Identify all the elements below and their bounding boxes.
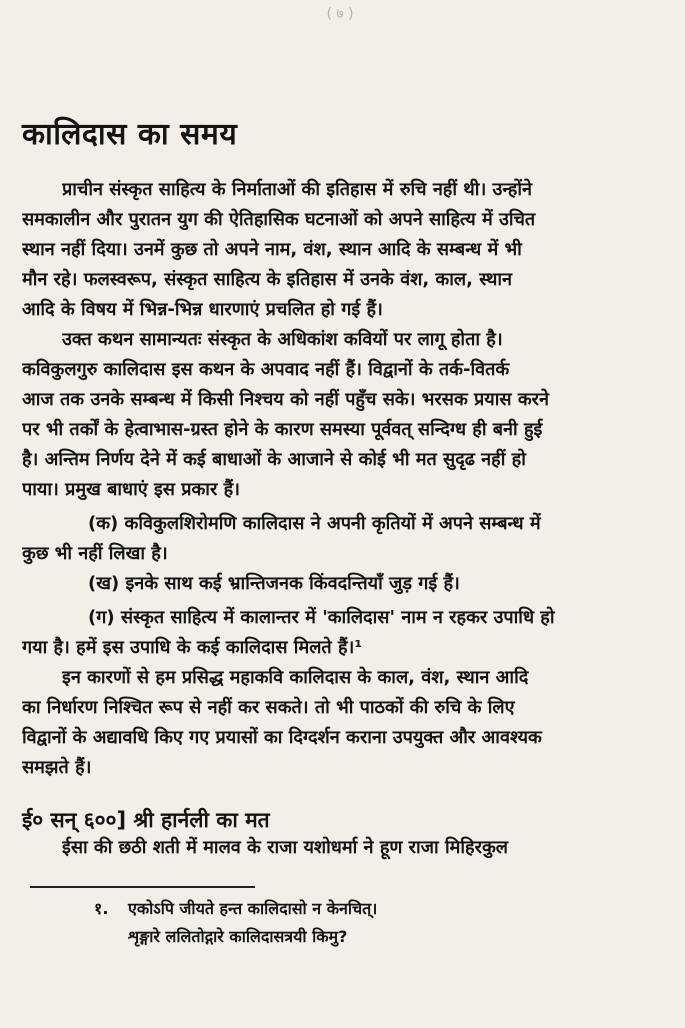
footnote-verse-line: एकोऽपि जीयते हन्त कालिदासो न केनचित्। [128, 899, 378, 918]
footnote-divider [30, 886, 255, 888]
section-heading: ई० सन् ६००] श्री हार्नली का मत [22, 808, 270, 832]
paragraph-line: कविकुलगुरु कालिदास इस कथन के अपवाद नहीं हैं। विद्वानों के तर्क-वितर्क [22, 359, 510, 380]
paragraph-line: पाया। प्रमुख बाधाएं इस प्रकार हैं। [22, 479, 240, 500]
list-item-ga-cont: गया है। हमें इस उपाधि के कई कालिदास मिलते हैं।¹ [22, 637, 363, 658]
paragraph-line: प्राचीन संस्कृत साहित्य के निर्माताओं की इतिहास में रुचि नहीं थी। उन्होंने [62, 179, 533, 200]
page-number: ( ७ ) [326, 6, 354, 22]
paragraph-line: आदि के विषय में भिन्न-भिन्न धारणाएं प्रचलित हो गई हैं। [22, 299, 383, 320]
footnote-verse-line: शृङ्गारे ललितोद्गारे कालिदासत्रयी किमु? [128, 927, 348, 946]
paragraph-line: मौन रहे। फलस्वरूप, संस्कृत साहित्य के इतिहास में उनके वंश, काल, स्थान [22, 269, 513, 290]
paragraph-line: विद्वानों के अद्यावधि किए गए प्रयासों का दिग्दर्शन कराना उपयुक्त और आवश्यक [22, 727, 542, 748]
paragraph-line: इन कारणों से हम प्रसिद्ध महाकवि कालिदास के काल, वंश, स्थान आदि [62, 667, 529, 688]
paragraph-line: आज तक उनके सम्बन्ध में किसी निश्चय को नहीं पहुँच सके। भरसक प्रयास करने [22, 389, 549, 410]
paragraph-line: का निर्धारण निश्चित रूप से नहीं कर सकते। तो भी पाठकों की रुचि के लिए [22, 697, 515, 718]
list-item-ka-cont: कुछ भी नहीं लिखा है। [22, 543, 168, 564]
paragraph-line: है। अन्तिम निर्णय देने में कई बाधाओं के आजाने से कोई भी मत सुदृढ नहीं हो [22, 449, 526, 470]
footnote-number: १. [94, 899, 109, 918]
paragraph-line: पर भी तर्कों के हेत्वाभास-ग्रस्त होने के कारण समस्या पूर्ववत् सन्दिग्ध ही बनी हुई [22, 419, 543, 440]
paragraph-line: स्थान नहीं दिया। उनमें कुछ तो अपने नाम, वंश, स्थान आदि के सम्बन्ध में भी [22, 239, 522, 260]
paragraph-line: समझते हैं। [22, 757, 92, 778]
list-item-ga: (ग) संस्कृत साहित्य में कालान्तर में 'कालिदास' नाम न रहकर उपाधि हो [88, 607, 555, 628]
page-title: कालिदास का समय [22, 117, 238, 152]
list-item-ka: (क) कविकुलशिरोमणि कालिदास ने अपनी कृतियों में अपने सम्बन्ध में [88, 513, 541, 534]
section-text: ईसा की छठी शती में मालव के राजा यशोधर्मा ने हूण राजा मिहिरकुल [62, 837, 508, 858]
paragraph-line: उक्त कथन सामान्यतः संस्कृत के अधिकांश कवियों पर लागू होता है। [62, 329, 503, 350]
paragraph-line: समकालीन और पुरातन युग की ऐतिहासिक घटनाओं को अपने साहित्य में उचित [22, 209, 536, 230]
list-item-kha: (ख) इनके साथ कई भ्रान्तिजनक किंवदन्तियाँ जुड़ गई हैं। [88, 573, 460, 594]
